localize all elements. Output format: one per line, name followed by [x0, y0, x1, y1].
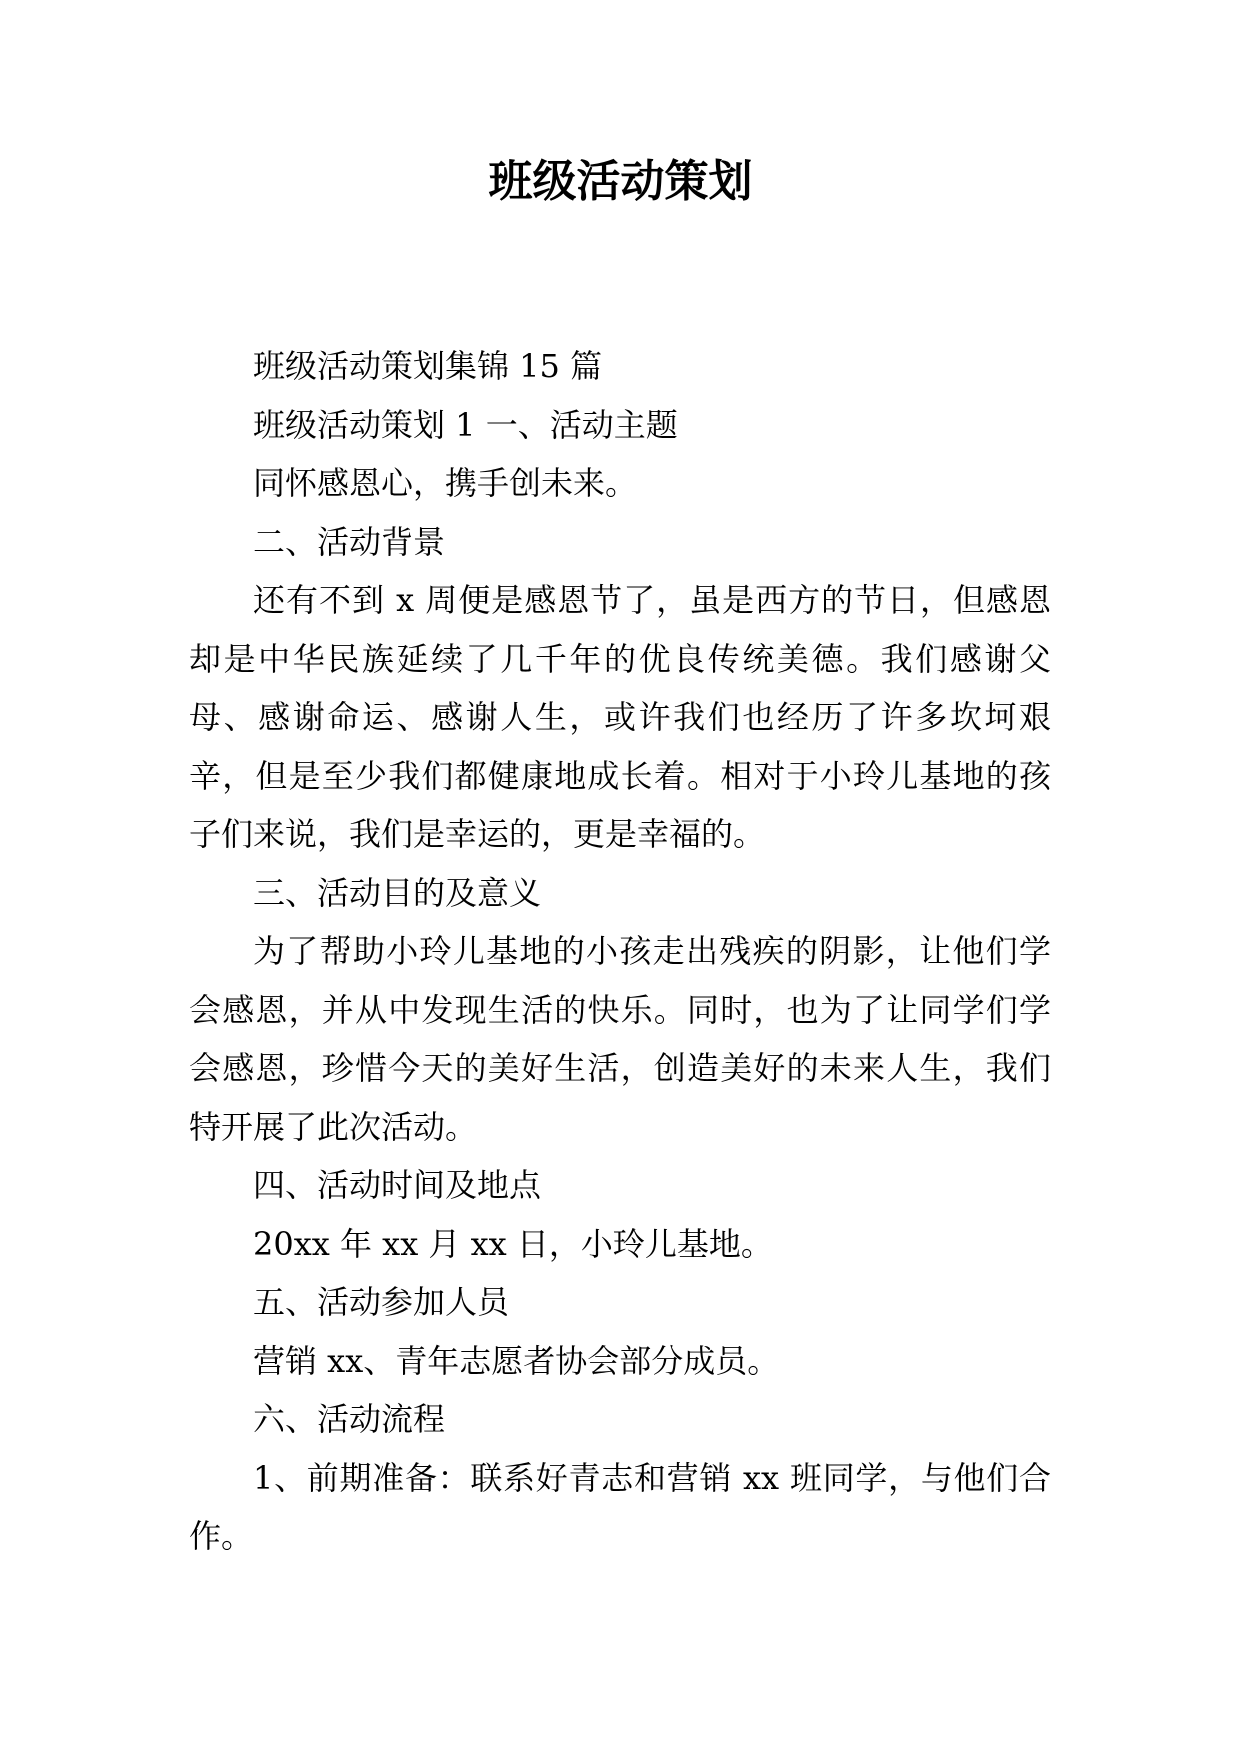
heading-time-place: 四、活动时间及地点 [253, 1166, 542, 1204]
paragraph-theme: 同怀感恩心，携手创未来。 [253, 464, 638, 502]
paragraph-participants: 营销 xx、青年志愿者协会部分成员。 [253, 1341, 780, 1380]
heading-background: 二、活动背景 [253, 522, 446, 561]
heading-process: 六、活动流程 [253, 1400, 446, 1438]
document-body [189, 337, 1051, 1566]
paragraph-plan-1-theme-heading: 班级活动策划 1 一、活动主题 [253, 405, 678, 444]
paragraph-background: 还有不到 x 周便是感恩节了，虽是西方的节日，但感恩却是中华民族延续了几千年的优良传统美德。我们感谢父母、感谢命运、感谢人生，或许我们也经历了许多坎坷艰辛，但是至少我们都健康地成长着。相对于小玲儿基地的孩子们来说，我们是幸运的，更是幸福的。 [189, 581, 1051, 853]
heading-purpose: 三、活动目的及意义 [253, 873, 542, 912]
paragraph-purpose: 为了帮助小玲儿基地的小孩走出残疾的阴影，让他们学会感恩，并从中发现生活的快乐。同时，也为了让同学们学会感恩，珍惜今天的美好生活，创造美好的未来人生，我们特开展了此次活动。 [189, 932, 1051, 1146]
heading-participants: 五、活动参加人员 [253, 1283, 510, 1321]
paragraph-time-place: 20xx 年 xx 月 xx 日，小玲儿基地。 [253, 1224, 773, 1263]
document-title: 班级活动策划 [488, 156, 753, 207]
paragraph-preparation: 1、前期准备：联系好青志和营销 xx 班同学，与他们合作。 [189, 1458, 1051, 1555]
paragraph-collection-title: 班级活动策划集锦 15 篇 [253, 347, 603, 385]
